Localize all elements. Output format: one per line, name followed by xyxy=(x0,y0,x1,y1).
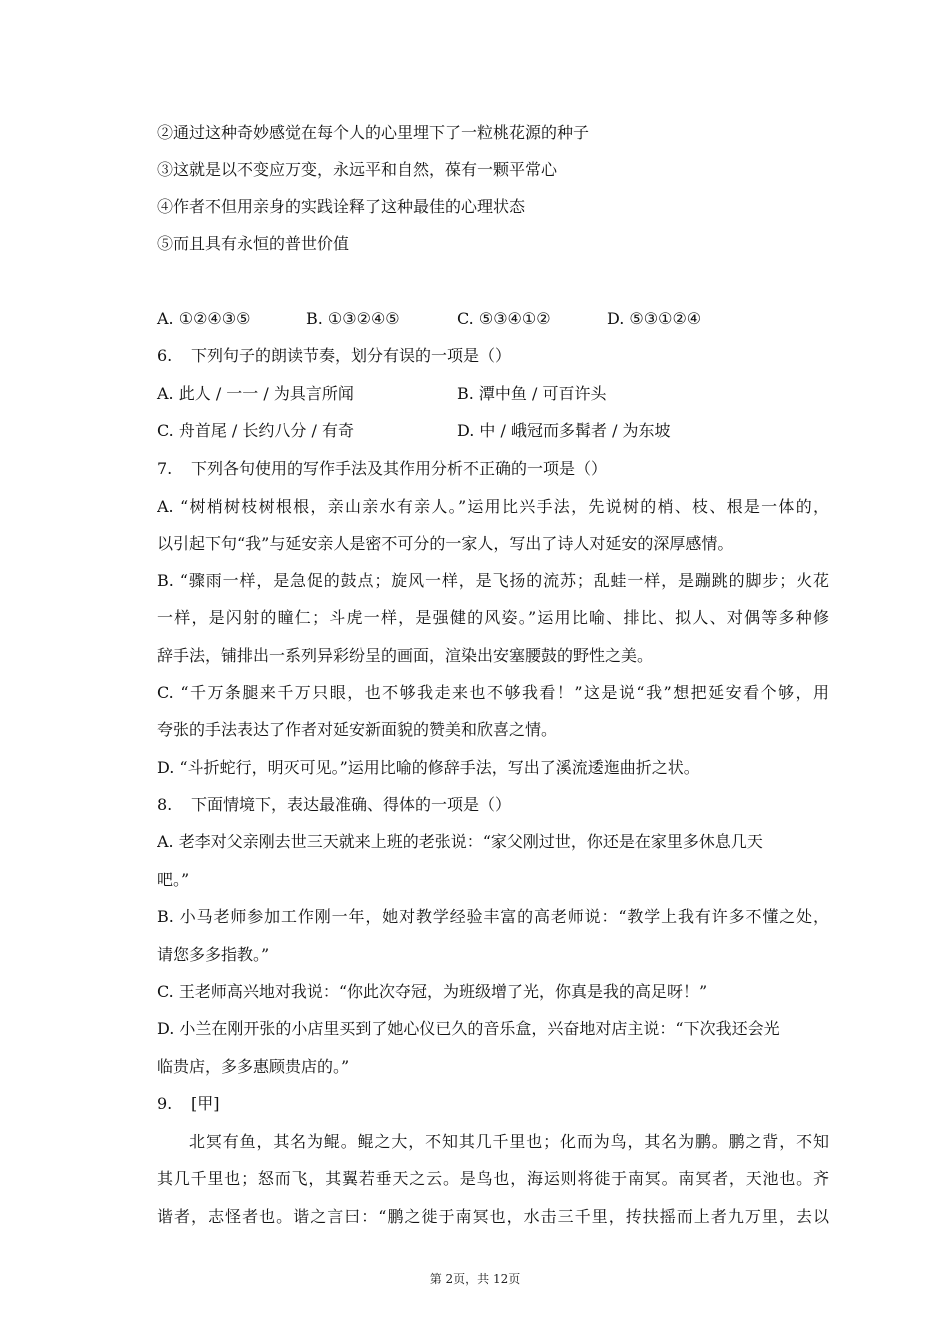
page-number: 第 2页，共 12页 xyxy=(429,1272,521,1286)
q6-option-d: D. 中 / 峨冠而多髯者 / 为东坡 xyxy=(457,421,671,440)
q8-option-b-line-1: B. 小马老师参加工作刚一年，她对教学经验丰富的高老师说：“教学上我有许多不懂之处， xyxy=(157,907,829,926)
prev-option-b: B. ①③②④⑤ xyxy=(306,309,400,328)
q8-option-a-line-1: A. 老李对父亲刚去世三天就来上班的老张说：“家父刚过世，你还是在家里多休息几天 xyxy=(157,832,763,851)
q7-option-b-line-3: 辞手法，铺排出一系列异彩纷呈的画面，渲染出安塞腰鼓的野性之美。 xyxy=(157,646,654,665)
q8-number: 8. xyxy=(157,795,173,814)
q8-stem: 下面情境下，表达最准确、得体的一项是（） xyxy=(191,795,512,814)
q6-option-b: B. 潭中鱼 / 可百许头 xyxy=(457,384,607,403)
q7-option-c-line-1: C. “千万条腿来千万只眼，也不够我走来也不够我看！”这是说“我”想把延安看个够，用 xyxy=(157,683,829,702)
q6-option-c: C. 舟首尾 / 长约八分 / 有奇 xyxy=(157,421,354,440)
q9-number: 9. xyxy=(157,1094,173,1113)
q9-passage-line-2: 其几千里也；怒而飞，其翼若垂天之云。是鸟也，海运则将徙于南冥。南冥者，天池也。齐 xyxy=(157,1169,829,1188)
q7-number: 7. xyxy=(157,459,173,478)
q6-number: 6. xyxy=(157,346,173,365)
prev-item-2: ②通过这种奇妙感觉在每个人的心里埋下了一粒桃花源的种子 xyxy=(157,123,590,142)
q8-option-d-line-1: D. 小兰在刚开张的小店里买到了她心仪已久的音乐盒，兴奋地对店主说：“下次我还会光 xyxy=(157,1019,780,1038)
q6-stem: 下列句子的朗读节奏，划分有误的一项是（） xyxy=(191,346,512,365)
q7-option-a-line-1: A. “树梢树枝树根根，亲山亲水有亲人。”运用比兴手法，先说树的梢、枝、根是一体的， xyxy=(157,497,829,516)
q7-option-c-line-2: 夸张的手法表达了作者对延安新面貌的赞美和欣喜之情。 xyxy=(157,720,558,739)
prev-option-c: C. ⑤③④①② xyxy=(457,309,551,328)
prev-option-d: D. ⑤③①②④ xyxy=(607,309,702,328)
q7-option-b-line-1: B. “骤雨一样，是急促的鼓点；旋风一样，是飞扬的流苏；乱蛙一样，是蹦跳的脚步；火花 xyxy=(157,571,829,590)
q8-option-b-line-2: 请您多多指教。” xyxy=(157,945,270,964)
q9-header-line xyxy=(157,1093,829,1115)
prev-item-5: ⑤而且具有永恒的普世价值 xyxy=(157,234,350,253)
prev-option-a: A. ①②④③⑤ xyxy=(157,309,251,328)
q7-stem: 下列各句使用的写作手法及其作用分析不正确的一项是（） xyxy=(191,459,608,478)
q7-stem-line xyxy=(157,458,829,480)
q6-option-a: A. 此人 / 一一 / 为具言所闻 xyxy=(157,384,354,403)
q9-passage-line-3: 谐者，志怪者也。谐之言曰：“鹏之徙于南冥也，水击三千里，抟扶摇而上者九万里，去以 xyxy=(157,1207,829,1226)
q7-option-b-line-2: 一样，是闪射的瞳仁；斗虎一样，是强健的风姿。”运用比喻、排比、拟人、对偶等多种修 xyxy=(157,608,829,627)
q8-stem-line xyxy=(157,794,829,816)
q8-option-c-line-1: C. 王老师高兴地对我说：“你此次夺冠，为班级增了光，你真是我的高足呀！” xyxy=(157,982,708,1001)
prev-item-4: ④作者不但用亲身的实践诠释了这种最佳的心理状态 xyxy=(157,197,526,216)
prev-item-3: ③这就是以不变应万变，永远平和自然，葆有一颗平常心 xyxy=(157,160,558,179)
q7-option-d-line-1: D. “斗折蛇行，明灭可见。”运用比喻的修辞手法，写出了溪流逶迤曲折之状。 xyxy=(157,758,700,777)
q6-stem-line xyxy=(157,345,829,367)
q9-passage-line-1: 北冥有鱼，其名为鲲。鲲之大，不知其几千里也；化而为鸟，其名为鹏。鹏之背，不知 xyxy=(189,1132,829,1151)
q9-label: [甲] xyxy=(191,1094,220,1113)
q8-option-d-line-2: 临贵店，多多惠顾贵店的。” xyxy=(157,1057,350,1076)
q7-option-a-line-2: 以引起下句“我”与延安亲人是密不可分的一家人，写出了诗人对延安的深厚感情。 xyxy=(157,534,734,553)
q8-option-a-line-2: 吧。” xyxy=(157,870,190,889)
